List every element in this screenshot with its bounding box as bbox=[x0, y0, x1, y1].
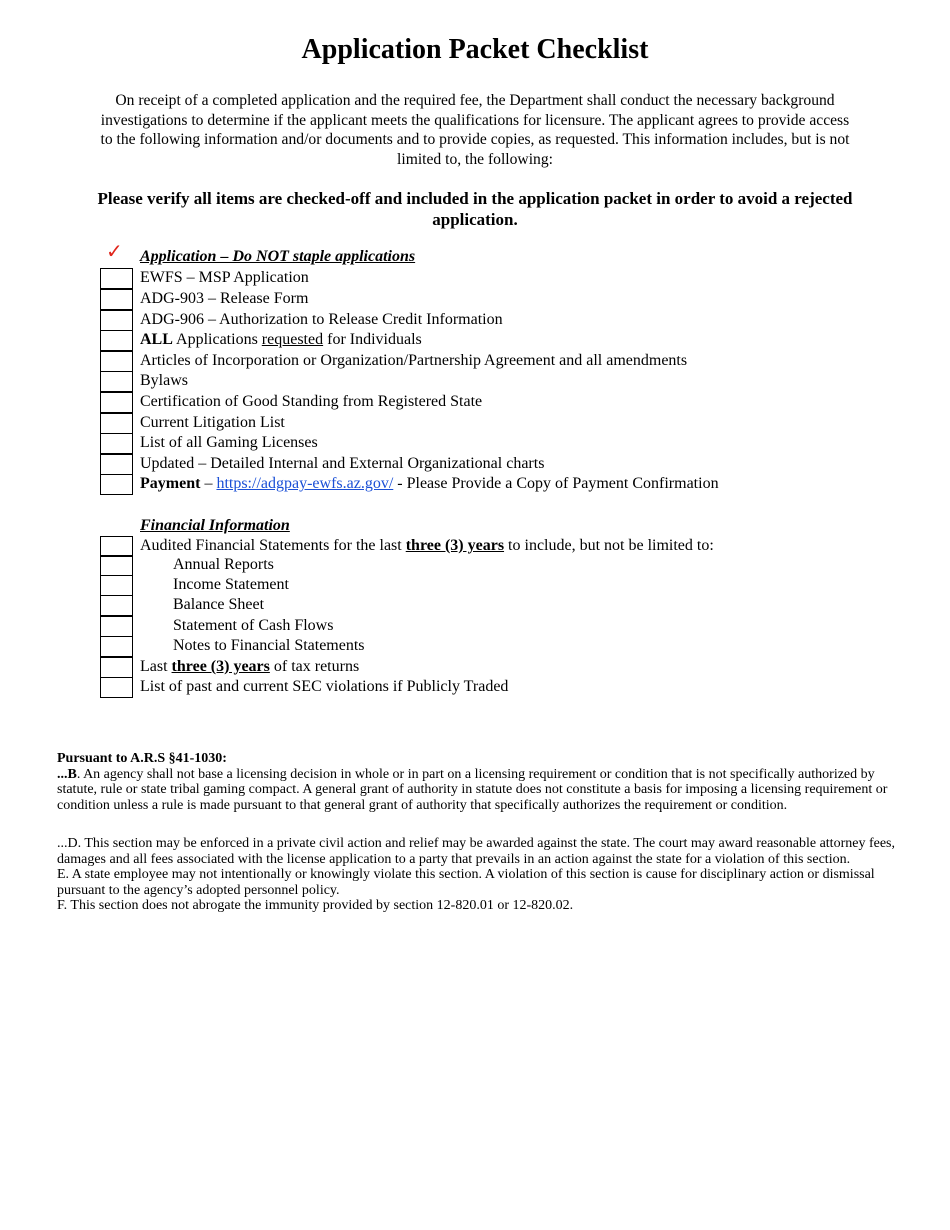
checkmark-icon: ✓ bbox=[106, 239, 123, 263]
item-good-standing: Certification of Good Standing from Registered State bbox=[140, 393, 483, 410]
list-item bbox=[100, 636, 900, 657]
item-notes: Notes to Financial Statements bbox=[173, 637, 365, 654]
list-item bbox=[100, 536, 900, 557]
list-item bbox=[100, 595, 900, 616]
intro-paragraph: On receipt of a completed application and the required fee, the Department shall conduct the necessary background investigations to determine if the applicant meets the qualifications for licensure. The applicant agrees to provide access to the following information and/or documents and to provide copies, as requested. This information includes, but is not limited to, the following: bbox=[100, 92, 850, 168]
payment-link[interactable]: https://adgpay-ewfs.az.gov/ bbox=[216, 475, 394, 492]
item-adg903: ADG-903 – Release Form bbox=[140, 290, 309, 307]
application-heading-row bbox=[100, 239, 900, 269]
item-org-charts: Updated – Detailed Internal and External Organizational charts bbox=[140, 455, 545, 472]
legal-paragraph-d: ...D. This section may be enforced in a private civil action and relief may be awarded against the state. The court may award reasonable attorney fees, damages and all fees associated with the license application to a party that prevails in an action against the state for a violation of this section. bbox=[57, 836, 895, 867]
checkbox-balance[interactable] bbox=[100, 595, 133, 616]
checkbox-tax[interactable] bbox=[100, 657, 133, 678]
list-item bbox=[100, 351, 900, 372]
item-payment: Payment – https://adgpay-ewfs.az.gov/ - Please Provide a Copy of Payment Confirmation bbox=[140, 475, 719, 492]
item-audited: Audited Financial Statements for the last three (3) years to include, but not be limited to: bbox=[140, 537, 714, 554]
item-sec: List of past and current SEC violations if Publicly Traded bbox=[140, 678, 509, 695]
checkbox-audited[interactable] bbox=[100, 536, 133, 557]
list-item bbox=[100, 310, 900, 331]
list-item bbox=[100, 330, 900, 351]
item-tax: Last three (3) years of tax returns bbox=[140, 658, 360, 675]
item-articles: Articles of Incorporation or Organization/Partnership Agreement and all amendments bbox=[140, 352, 688, 369]
list-item bbox=[100, 289, 900, 310]
legal-block-def bbox=[57, 836, 907, 914]
checkbox-adg903[interactable] bbox=[100, 289, 133, 310]
checkbox-good-standing[interactable] bbox=[100, 392, 133, 413]
list-item bbox=[100, 433, 900, 454]
page-title: Application Packet Checklist bbox=[301, 34, 649, 65]
item-bylaws: Bylaws bbox=[140, 372, 188, 389]
checkbox-cash-flows[interactable] bbox=[100, 616, 133, 637]
list-item bbox=[100, 555, 900, 576]
verify-notice: Please verify all items are checked-off and included in the application packet in order to avoid a rejected application. bbox=[97, 189, 853, 229]
legal-paragraph-b: ...B. An agency shall not base a licensing decision in whole or in part on a licensing requirement or condition that is not specifically authorized by statute, rule or state tribal gaming compact. A general grant of authority in statute does not constitute a basis for imposing a licensing requirement or condition unless a rule is made pursuant to that general grant of authority that specifically authorizes the requirement or condition. bbox=[57, 766, 888, 813]
financial-heading-row bbox=[100, 516, 900, 538]
checkbox-annual[interactable] bbox=[100, 555, 133, 576]
legal-heading: Pursuant to A.R.S §41-1030: bbox=[57, 751, 227, 766]
application-checkbox[interactable] bbox=[100, 239, 131, 267]
list-item bbox=[100, 392, 900, 413]
checkbox-notes[interactable] bbox=[100, 636, 133, 657]
checkbox-org-charts[interactable] bbox=[100, 454, 133, 475]
checkbox-gaming-licenses[interactable] bbox=[100, 433, 133, 454]
legal-paragraph-f: F. This section does not abrogate the immunity provided by section 12-820.01 or 12-820.02. bbox=[57, 898, 574, 913]
checkbox-adg906[interactable] bbox=[100, 310, 133, 331]
list-item bbox=[100, 575, 900, 596]
item-ewfs: EWFS – MSP Application bbox=[140, 269, 309, 286]
checkbox-sec[interactable] bbox=[100, 677, 133, 698]
item-cash-flows: Statement of Cash Flows bbox=[173, 617, 334, 634]
legal-paragraph-e: E. A state employee may not intentionally or knowingly violate this section. A violation of this section is cause for disciplinary action or dismissal pursuant to the agency’s adopted personnel policy. bbox=[57, 867, 875, 898]
list-item bbox=[100, 371, 900, 392]
checkbox-litigation[interactable] bbox=[100, 413, 133, 434]
item-income: Income Statement bbox=[173, 576, 289, 593]
item-adg906: ADG-906 – Authorization to Release Credit Information bbox=[140, 311, 503, 328]
checkbox-articles[interactable] bbox=[100, 351, 133, 372]
list-item bbox=[100, 616, 900, 637]
item-balance: Balance Sheet bbox=[173, 596, 265, 613]
list-item bbox=[100, 268, 900, 289]
list-item bbox=[100, 657, 900, 678]
list-item bbox=[100, 677, 900, 698]
checkbox-ewfs[interactable] bbox=[100, 268, 133, 289]
application-heading: Application – Do NOT staple applications bbox=[140, 248, 416, 265]
list-item bbox=[100, 474, 900, 495]
checkbox-income[interactable] bbox=[100, 575, 133, 596]
item-litigation: Current Litigation List bbox=[140, 414, 285, 431]
item-gaming-licenses: List of all Gaming Licenses bbox=[140, 434, 318, 451]
financial-heading: Financial Information bbox=[140, 517, 290, 534]
legal-block-b bbox=[57, 751, 907, 813]
checkbox-all-applications[interactable] bbox=[100, 330, 133, 351]
list-item bbox=[100, 454, 900, 475]
list-item bbox=[100, 413, 900, 434]
checkbox-bylaws[interactable] bbox=[100, 371, 133, 392]
item-all-applications: ALL Applications requested for Individuals bbox=[140, 331, 422, 348]
item-annual: Annual Reports bbox=[173, 556, 274, 573]
checkbox-payment[interactable] bbox=[100, 474, 133, 495]
